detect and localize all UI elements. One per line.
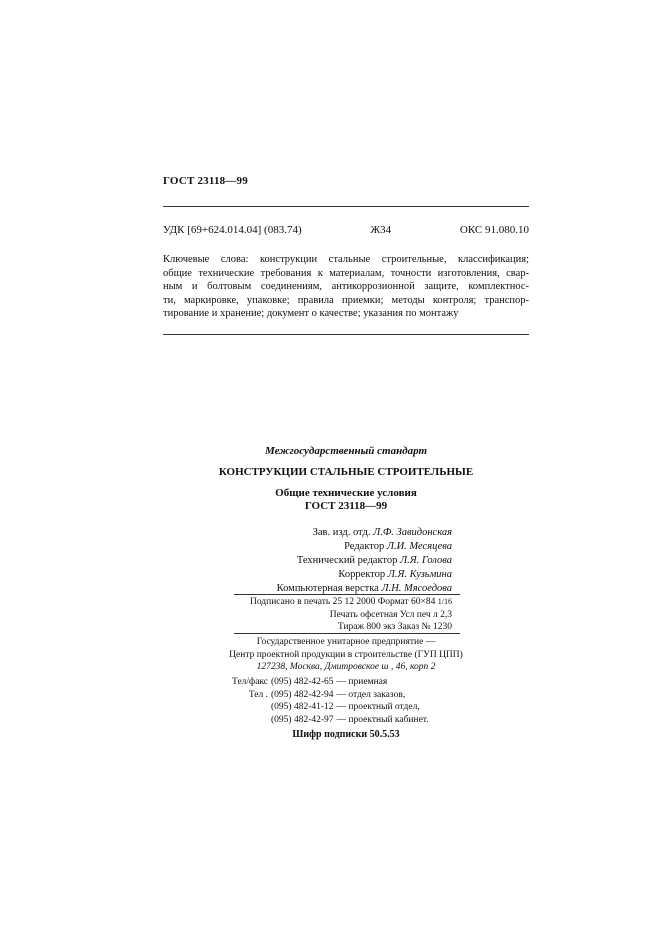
- publisher-address: 127238, Москва, Дмитровское ш , 46, корп 2: [256, 662, 436, 672]
- udk-code: УДК [69+624.014.04] (083.74): [163, 224, 302, 236]
- phone-dept: — проектный кабинет.: [336, 714, 429, 725]
- keywords-line: ным и болтовым соединениям, антикоррозионной защите, комплектнос-: [163, 281, 529, 292]
- publisher-line-1: Государственное унитарное предприятие —: [256, 637, 436, 647]
- credit-name: Л.Ф. Завидонская: [373, 527, 452, 538]
- credit-name: Л.И. Месяцева: [386, 541, 452, 552]
- phone-row: [232, 689, 432, 702]
- phone-number: (095) 482-42-97: [271, 714, 334, 725]
- print-format-fraction: 1/16: [437, 597, 452, 606]
- publisher-block: [226, 636, 466, 674]
- print-info: [240, 596, 452, 634]
- keywords-line: тирование и хранение; документ о качестве; указания по монтажу: [163, 308, 459, 319]
- phone-dept: — отдел заказов,: [336, 689, 406, 700]
- standard-number: ГОСТ 23118—99: [304, 500, 388, 512]
- credit-line: [240, 540, 452, 554]
- phone-row: [232, 714, 432, 727]
- publisher-line-2: Центр проектной продукции в строительстве (ГУП ЦПП): [229, 649, 463, 660]
- gost-header: ГОСТ 23118—99: [163, 175, 248, 187]
- keywords-block: [163, 253, 529, 321]
- keywords-line: общие технические требования к материалам, точности изготовления, свар-: [163, 267, 529, 279]
- keywords-line: Ключевые слова: конструкции стальные строительные, классификация;: [163, 254, 529, 265]
- keywords-line: ти, маркировке, упаковке; правила приемки; методы контроля; транспор-: [163, 294, 529, 306]
- print-bottom-rule: [234, 633, 460, 634]
- credit-role: Зав. изд. отд.: [312, 527, 371, 538]
- phone-label: [232, 714, 271, 727]
- standard-title: КОНСТРУКЦИИ СТАЛЬНЫЕ СТРОИТЕЛЬНЫЕ: [218, 466, 474, 478]
- phone-number: (095) 482-42-65: [271, 677, 334, 687]
- print-top-rule: [234, 594, 460, 595]
- top-rule: [163, 206, 529, 207]
- phone-dept: — проектный отдел,: [336, 702, 420, 712]
- bottom-rule: [163, 334, 529, 335]
- print-signed: Подписано в печать 25 12 2000 Формат 60×84: [249, 597, 436, 607]
- subscription-cipher: Шифр подписки 50.5.53: [292, 729, 400, 740]
- print-run: Тираж 800 экз Заказ № 1230: [337, 622, 452, 632]
- phone-label: [232, 701, 271, 714]
- standard-subtitle-block: [163, 487, 529, 513]
- phones-block: [232, 676, 432, 726]
- phones-table: [232, 676, 432, 726]
- phone-label: Тел .: [248, 689, 269, 700]
- phone-number: (095) 482-42-94: [271, 689, 334, 700]
- print-offset: Печать офсетная Усл печ л 2,3: [329, 609, 452, 620]
- credit-role: Корректор: [338, 569, 386, 580]
- phone-dept: — приемная: [336, 677, 388, 687]
- credit-line: [240, 568, 452, 582]
- phone-label: Тел/факс: [232, 677, 269, 687]
- print-signed-line: [240, 596, 452, 609]
- credit-line: [240, 526, 452, 540]
- credit-name: Л.Н. Мясоедова: [381, 583, 452, 594]
- credit-name: Л.Я. Кузьмина: [387, 569, 452, 580]
- credit-role: Компьютерная верстка: [276, 583, 379, 594]
- standard-subtitle: Общие технические условия: [275, 487, 417, 499]
- credit-line: [240, 554, 452, 568]
- credits-block: [240, 526, 452, 596]
- phone-row: [232, 676, 432, 689]
- credit-role: Редактор: [344, 541, 385, 552]
- credit-role: Технический редактор: [296, 555, 398, 566]
- phone-row: [232, 701, 432, 714]
- phone-number: (095) 482-41-12: [271, 702, 334, 712]
- group-code: Ж34: [370, 224, 392, 236]
- classification-row: [163, 224, 529, 236]
- standard-type: Межгосударственный стандарт: [264, 445, 428, 457]
- oks-code: ОКС 91.080.10: [459, 224, 529, 236]
- credit-name: Л.Я. Голова: [400, 555, 452, 566]
